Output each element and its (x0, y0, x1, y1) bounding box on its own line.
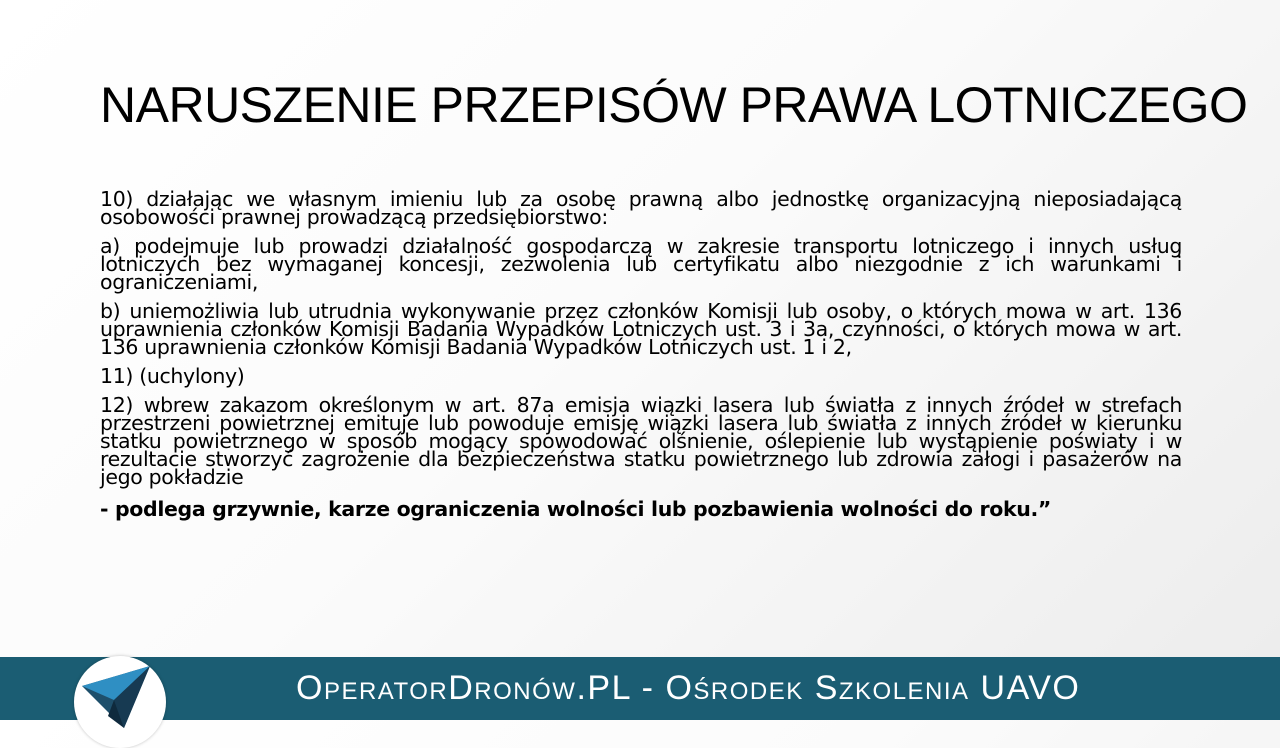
paragraph-11: 11) (uchylony) (100, 364, 245, 388)
paragraph-10a: a) podejmuje lub prowadzi działalność gospodarczą w zakresie transportu lotniczego i innych usług lotniczych bez wymaganej koncesji, zezwolenia lub certyfikatu albo niezgodnie z ich warunkami i ograniczeniami, (100, 234, 1182, 294)
paragraph-12: 12) wbrew zakazom określonym w art. 87a emisja wiązki lasera lub światła z innych źródeł w strefach przestrzeni powietrznej emituje lub powoduje emisję wiązki lasera lub światła z innych źródeł w kierunku statku powietrznego w sposób mogący spowodować olśnienie, oślepienie lub wystąpienie poświaty i w rezultacie stworzyć zagrożenie dla bezpieczeństwa statku powietrznego lub zdrowia załogi i pasażerów na jego pokładzie (100, 393, 1182, 489)
slide-title: NARUSZENIE PRZEPISÓW PRAWA LOTNICZEGO (100, 77, 1248, 133)
slide-content (100, 187, 1182, 529)
paragraph-10: 10) działając we własnym imieniu lub za osobę prawną albo jednostkę organizacyjną nieposiadającą osobowości prawnej prowadzącą przedsiębiorstwo: (100, 187, 1182, 229)
penalty-statement: - podlega grzywnie, karze ograniczenia wolności lub pozbawienia wolności do roku.” (100, 497, 1052, 521)
paragraph-10b: b) uniemożliwia lub utrudnia wykonywanie przez członków Komisji lub osoby, o których mowa w art. 136 uprawnienia członków Komisji Badania Wypadków Lotniczych ust. 3 i 3a, czynności, o których mowa w art. 136 uprawnienia członków Komisji Badania Wypadków Lotniczych ust. 1 i 2, (100, 299, 1182, 359)
paper-plane-logo-icon (74, 656, 166, 748)
footer-title: OperatorDronów.PL - Ośrodek Szkolenia UAVO (296, 669, 1081, 707)
